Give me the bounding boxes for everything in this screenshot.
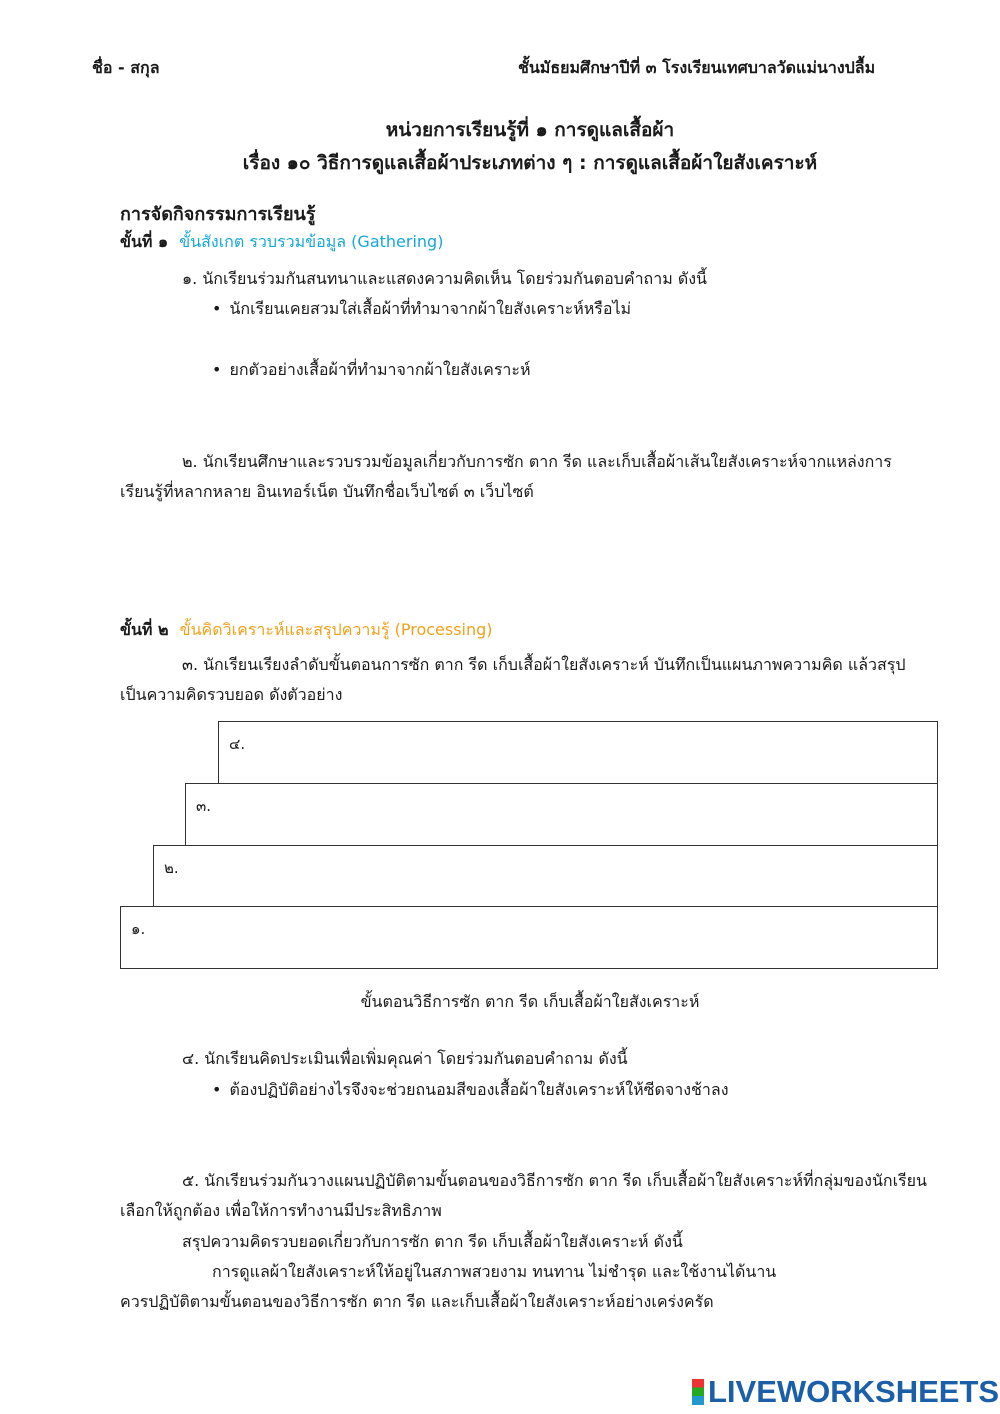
- summary-line1: การดูแลผ้าใยสังเคราะห์ให้อยู่ในสภาพสวยงาม ทนทาน ไม่ชำรุด และใช้งานได้นาน: [212, 1262, 777, 1281]
- liveworksheets-logo: [692, 1374, 999, 1410]
- item4-bullet: • ต้องปฏิบัติอย่างไรจึงจะช่วยถนอมสีของเสื้อผ้าใยสังเคราะห์ให้ซีดจางช้าลง: [212, 1078, 729, 1103]
- stair-step-4[interactable]: [218, 721, 938, 784]
- liveworksheets-logo-icon: [692, 1379, 704, 1405]
- item2-text-line1: ๒. นักเรียนศึกษาและรวบรวมข้อมูลเกี่ยวกับการซัก ตาก รีด และเก็บเสื้อผ้าเส้นใยสังเคราะห์จากแหล่งการ: [182, 452, 892, 471]
- step2-label: ขั้นที่ ๒: [120, 620, 169, 639]
- stair-step-1[interactable]: [120, 906, 938, 969]
- stair-step-3-label: ๓.: [196, 797, 212, 815]
- diagram-caption: ขั้นตอนวิธีการซัก ตาก รีด เก็บเสื้อผ้าใยสังเคราะห์: [360, 992, 700, 1011]
- step1-name: ขั้นสังเกต รวบรวมข้อมูล (Gathering): [179, 232, 444, 251]
- item5-text-line2: เลือกให้ถูกต้อง เพื่อให้การทำงานมีประสิทธิภาพ: [120, 1201, 442, 1220]
- step2-name: ขั้นคิดวิเคราะห์และสรุปความรู้ (Processing): [179, 620, 493, 639]
- summary-line2: ควรปฏิบัติตามขั้นตอนของวิธีการซัก ตาก รีด และเก็บเสื้อผ้าใยสังเคราะห์อย่างเคร่งครัด: [120, 1292, 714, 1311]
- stair-step-3[interactable]: [185, 783, 938, 846]
- step2-heading: [120, 618, 493, 643]
- item1-bullet-1: • นักเรียนเคยสวมใส่เสื้อผ้าที่ทำมาจากผ้าใยสังเคราะห์หรือไม่: [212, 297, 631, 322]
- item2-text-line2: เรียนรู้ที่หลากหลาย อินเทอร์เน็ต บันทึกชื่อเว็บไซต์ ๓ เว็บไซต์: [120, 482, 534, 501]
- item3-text-line1: ๓. นักเรียนเรียงลำดับขั้นตอนการซัก ตาก รีด เก็บเสื้อผ้าใยสังเคราะห์ บันทึกเป็นแผนภาพความคิด แล้วสรุป: [182, 655, 906, 674]
- unit-title: หน่วยการเรียนรู้ที่ ๑ การดูแลเสื้อผ้า: [385, 119, 675, 141]
- item1-bullet-2: • ยกตัวอย่างเสื้อผ้าที่ทำมาจากผ้าใยสังเคราะห์: [212, 358, 531, 383]
- item5-text-line1: ๕. นักเรียนร่วมกันวางแผนปฏิบัติตามขั้นตอนของวิธีการซัก ตาก รีด เก็บเสื้อผ้าใยสังเคราะห์ที่กลุ่มของนักเรียน: [182, 1171, 927, 1190]
- class-school-label: ชั้นมัธยมศึกษาปีที่ ๓ โรงเรียนเทศบาลวัดแม่นางปลื้ม: [518, 58, 876, 77]
- stair-step-4-label: ๔.: [229, 735, 246, 753]
- name-label: ชื่อ - สกุล: [92, 58, 160, 77]
- summary-intro: สรุปความคิดรวบยอดเกี่ยวกับการซัก ตาก รีด เก็บเสื้อผ้าใยสังเคราะห์ ดังนี้: [182, 1232, 683, 1251]
- liveworksheets-logo-text: LIVEWORKSHEETS: [708, 1374, 1000, 1409]
- step1-label: ขั้นที่ ๑: [120, 232, 169, 251]
- step1-heading: [120, 230, 443, 255]
- section-heading: การจัดกิจกรรมการเรียนรู้: [120, 204, 316, 225]
- item1-text: ๑. นักเรียนร่วมกันสนทนาและแสดงความคิดเห็น โดยร่วมกันตอบคำถาม ดังนี้: [182, 269, 707, 288]
- item4-text: ๔. นักเรียนคิดประเมินเพื่อเพิ่มคุณค่า โดยร่วมกันตอบคำถาม ดังนี้: [182, 1049, 628, 1068]
- stair-step-1-label: ๑.: [131, 920, 146, 938]
- stair-step-2[interactable]: [153, 845, 938, 908]
- stair-step-2-label: ๒.: [164, 859, 179, 877]
- topic-title: เรื่อง ๑๐ วิธีการดูแลเสื้อผ้าประเภทต่าง ๆ : การดูแลเสื้อผ้าใยสังเคราะห์: [242, 152, 818, 174]
- item3-text-line2: เป็นความคิดรวบยอด ดังตัวอย่าง: [120, 685, 343, 704]
